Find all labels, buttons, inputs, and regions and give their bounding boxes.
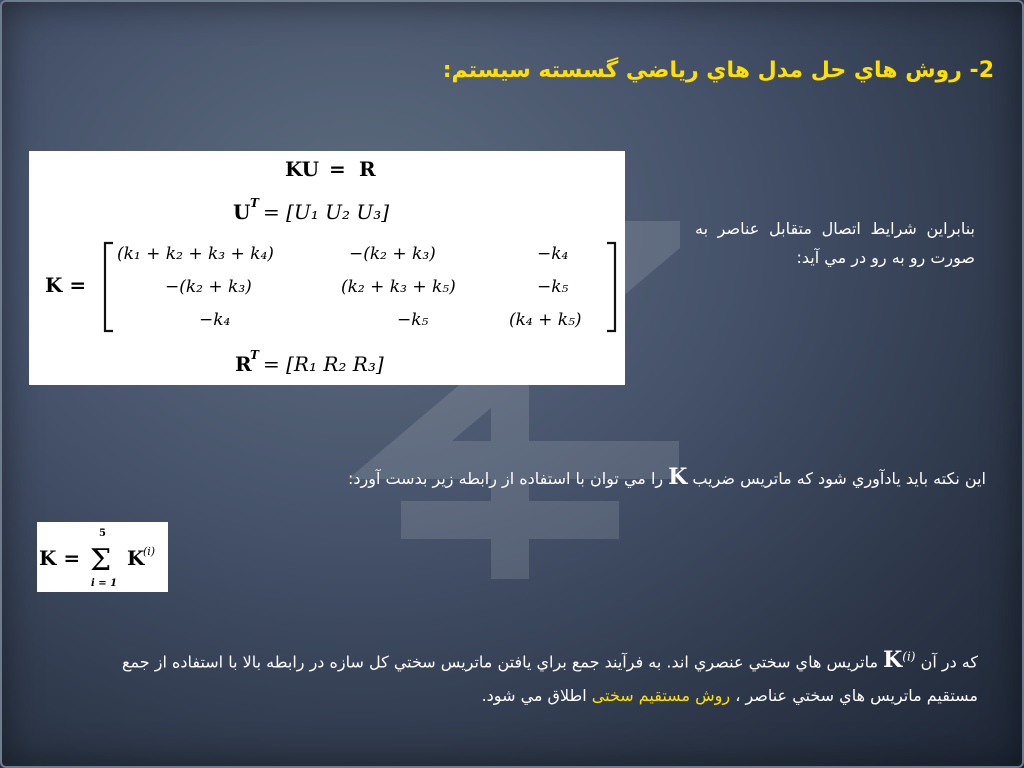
paragraph-direct-stiffness (98, 640, 978, 713)
para3-text-a: كه در آن (920, 652, 978, 672)
direct-stiffness-method-term: روش مستقيم سختی (591, 686, 731, 706)
summation-equation (37, 522, 168, 592)
matrix-cell-23: −k₅ (537, 277, 569, 297)
eq1-lhs: KU (285, 157, 320, 181)
paragraph-connection-conditions: بنابراين شرايط اتصال متقابل عناصر به صورت رو به رو در مي آيد: (695, 219, 975, 267)
matrix-cell-33: (k₄ + k₅) (509, 310, 582, 330)
matrix-cell-21: −(k₂ + k₃) (165, 277, 252, 297)
eq1-rhs: R (359, 157, 376, 181)
matrix-cell-12: −(k₂ + k₃) (349, 244, 436, 264)
eq4-rhs: = [R₁ R₂ R₃] (263, 352, 384, 376)
matrix-cell-32: −k₅ (397, 310, 429, 330)
matrix-cell-11: (k₁ + k₂ + k₃ + k₄) (117, 244, 274, 264)
sum-term-sup: (i) (143, 545, 156, 558)
eq4-sup: T (250, 348, 259, 362)
eq2-rhs: = [U₁ U₂ U₃] (263, 200, 390, 224)
sum-term: K (127, 546, 145, 570)
slide-title: 2- روش هاي حل مدل هاي رياضي گسسته سيستم: (442, 58, 994, 83)
eq2-sup: T (250, 196, 259, 210)
matrix-equations (29, 151, 625, 385)
eq4-lhs: R (235, 352, 252, 376)
matrix-k-label: K = (45, 273, 87, 297)
matrix-left-bracket (105, 243, 113, 331)
eq2-lhs: U (233, 200, 251, 224)
equation-box-summation (37, 522, 168, 592)
para2-k-symbol: K (668, 464, 688, 490)
matrix-right-bracket (607, 243, 615, 331)
sum-lower-limit: i = 1 (91, 578, 118, 589)
para3-text-c: اطلاق مي شود. (481, 686, 587, 706)
eq1-equals: = (329, 157, 346, 181)
matrix-cell-13: −k₄ (537, 244, 569, 264)
matrix-cell-31: −k₄ (199, 310, 231, 330)
para2-text-a: اين نكته بايد يادآوري شود كه ماتريس ضريب (692, 469, 986, 488)
paragraph-coefficient-matrix (226, 462, 986, 494)
matrix-cell-22: (k₂ + k₃ + k₅) (341, 277, 456, 297)
para3-k-symbol: $K^{(i)}$ (883, 647, 916, 674)
para3-text-b: ماتريس هاي سختي عنصري اند. به فرآيند جمع براي يافتن ماتريس سختي كل سازه در رابطه بالا با استفاده از جمع مستقيم ماتريس هاي سختي عناصر ، (121, 652, 978, 706)
equation-box-matrix (29, 151, 625, 385)
para2-text-b: را مي توان با استفاده از رابطه زير بدست آورد: (347, 469, 664, 488)
sum-upper-limit: 5 (99, 528, 106, 539)
sum-sigma: Σ (90, 543, 112, 578)
sum-lhs: K = (39, 546, 81, 570)
